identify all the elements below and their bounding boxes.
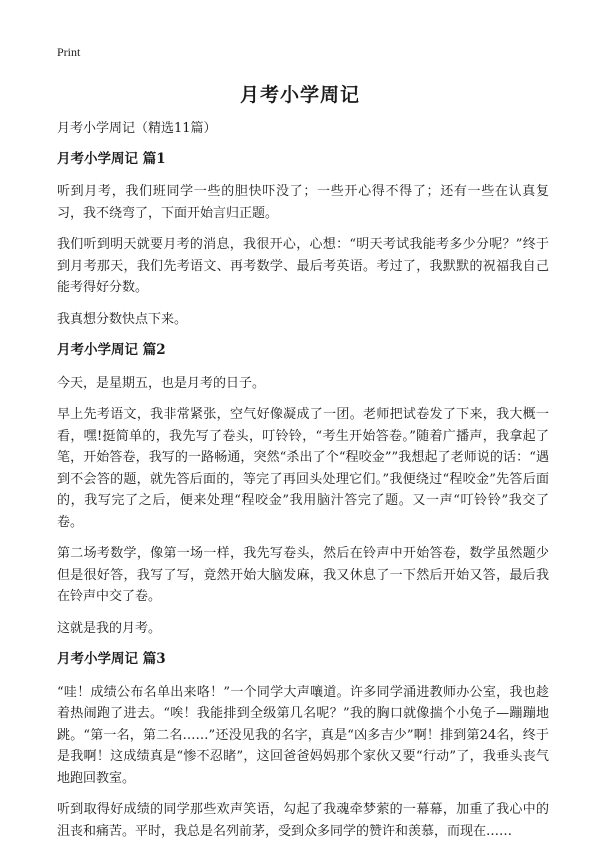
page-title: 月考小学周记 (239, 84, 360, 106)
paragraph: 早上先考语文，我非常紧张，空气好像凝成了一团。老师把试卷发了下来，我大概一看，嘿!挺简单的，我先写了卷头，叮铃铃，“考生开始答卷。”随着广播声，我拿起了笔，开始答卷，我写的一路畅通，突然“杀出了个“程咬金””我想起了老师说的话：“遇到不会答的题，就先答后面的，等完了再回头处理它们。”我便绕过“程咬金”先答后面的，我写完了之后，便来处理“程咬金”我用脑汁答完了题。又一声“叮铃铃”我交了卷。 (57, 407, 549, 530)
paragraph: 我们听到明天就要月考的消息，我很开心，心想：“明天考试我能考多少分呢？”终于到月考那天，我们先考语文、再考数学、最后考英语。考过了，我默默的祝福我自己能考得好分数。 (57, 237, 549, 295)
paragraph: 第二场考数学，像第一场一样，我先写卷头，然后在铃声中开始答卷，数学虽然题少但是很好答，我写了写，竟然开始大脑发麻，我又休息了一下然后开始又答，最后我在铃声中交了卷。 (57, 546, 549, 604)
section-3 (57, 649, 549, 842)
section-2 (57, 340, 549, 639)
section-heading: 月考小学周记 篇3 (57, 651, 166, 667)
section-heading: 月考小学周记 篇2 (57, 342, 166, 358)
paragraph: “哇！成绩公布名单出来咯！”一个同学大声嚷道。许多同学涌进教师办公室，我也趁着热闹跑了进去。“唉！我能排到全级第几名呢？”我的胸口就像揣个小兔子—蹦蹦地跳。“第一名，第二名……”还没见我的名字，真是“凶多吉少”啊！排到第24名，终于是我啊！这成绩真是“惨不忍睹”，这回爸爸妈妈那个家伙又要“行动”了，我垂头丧气地跑回教室。 (57, 684, 549, 786)
article-body (57, 118, 549, 852)
paragraph: 听到取得好成绩的同学那些欢声笑语，勾起了我魂牵梦萦的一幕幕，加重了我心中的沮丧和痛苦。平时，我总是名列前茅，受到众多同学的赞许和羡慕，而现在…… (57, 802, 549, 839)
section-heading: 月考小学周记 篇1 (57, 150, 166, 167)
article-subtitle: 月考小学周记（精选11篇） (57, 121, 217, 136)
paragraph: 今天，是星期五，也是月考的日子。 (57, 375, 266, 391)
paragraph: 听到月考，我们班同学一些的胆快吓没了；一些开心得不得了；还有一些在认真复习，我不绕弯了，下面开始言归正题。 (57, 184, 549, 221)
paragraph: 这就是我的月考。 (57, 620, 162, 636)
print-link[interactable]: Print (57, 45, 81, 59)
paragraph: 我真想分数快点下来。 (57, 311, 188, 327)
section-1 (57, 149, 549, 331)
